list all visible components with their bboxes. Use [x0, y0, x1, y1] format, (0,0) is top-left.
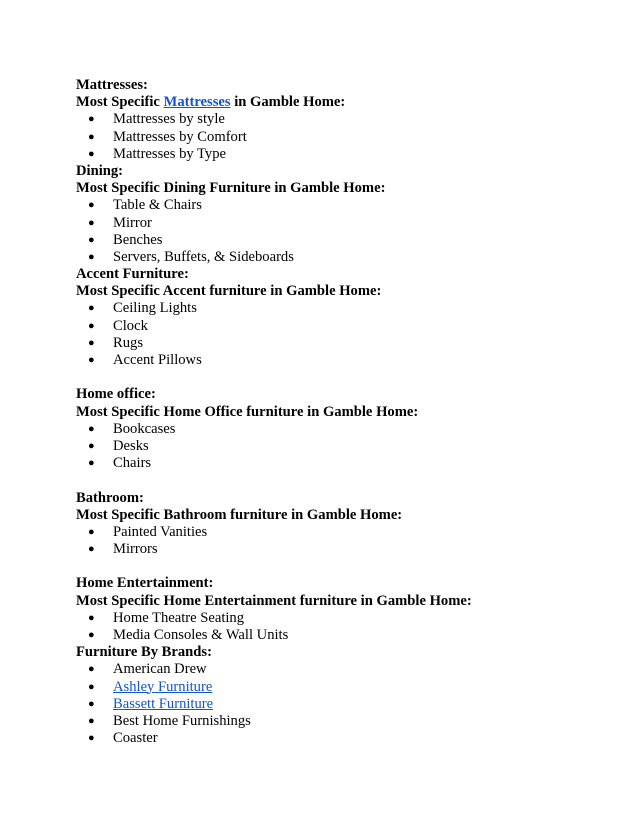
list-item	[76, 129, 616, 146]
bullet-icon: ●	[88, 319, 95, 332]
list-item	[76, 300, 616, 317]
bullet-icon: ●	[88, 302, 95, 315]
list-item	[76, 318, 616, 335]
bullet-icon: ●	[88, 697, 95, 710]
mattresses-heading: Mattresses:	[76, 77, 148, 93]
list-item	[76, 610, 616, 627]
list-item-label: Servers, Buffets, & Sideboards	[113, 248, 294, 265]
bullet-icon: ●	[88, 199, 95, 212]
list-item-label: Table & Chairs	[113, 197, 202, 214]
subheading-suffix: in Gamble Home:	[230, 94, 346, 111]
list-item	[76, 524, 616, 541]
list-item	[76, 146, 616, 163]
section-spacer	[76, 472, 616, 489]
list-item-label: Accent Pillows	[113, 352, 202, 368]
bassett-furniture-link[interactable]: Bassett Furniture	[113, 695, 214, 712]
list-item-label: Rugs	[113, 334, 144, 351]
bathroom-heading: Bathroom:	[76, 489, 144, 506]
list-item-label: Media Consoles & Wall Units	[113, 627, 289, 643]
list-item	[76, 232, 616, 249]
bullet-icon: ●	[88, 250, 95, 263]
list-item-label: Mattresses by style	[113, 111, 225, 128]
list-item	[76, 249, 616, 266]
list-item-label: Bookcases	[113, 420, 176, 437]
bullet-icon: ●	[88, 147, 95, 160]
bullet-icon: ●	[88, 525, 95, 538]
list-item	[76, 111, 616, 128]
office-subheading: Most Specific Home Office furniture in Gamble Home:	[76, 403, 419, 420]
list-item-label: Benches	[113, 231, 163, 248]
bullet-icon: ●	[88, 336, 95, 349]
list-item	[76, 730, 616, 747]
list-item-label: Desks	[113, 437, 149, 454]
bullet-icon: ●	[88, 216, 95, 229]
accent-heading: Accent Furniture:	[76, 266, 189, 283]
bullet-icon: ●	[88, 422, 95, 435]
list-item-label: Best Home Furnishings	[113, 712, 251, 729]
list-item-label: Mirrors	[113, 541, 158, 558]
list-item	[76, 438, 616, 455]
dining-subheading: Most Specific Dining Furniture in Gamble Home:	[76, 180, 386, 197]
entertainment-subheading: Most Specific Home Entertainment furniture in Gamble Home:	[76, 592, 472, 609]
list-item	[76, 541, 616, 558]
bullet-icon: ●	[88, 113, 95, 126]
list-item	[76, 713, 616, 730]
section-spacer	[76, 369, 616, 386]
list-item-label: Mirror	[113, 214, 152, 231]
bullet-icon: ●	[88, 543, 95, 556]
ashley-furniture-link[interactable]: Ashley Furniture	[113, 678, 213, 695]
list-item	[76, 215, 616, 232]
bullet-icon: ●	[88, 233, 95, 246]
list-item	[76, 679, 616, 696]
list-item	[76, 455, 616, 472]
entertainment-heading: Home Entertainment:	[76, 575, 214, 592]
list-item	[76, 352, 616, 369]
document-page	[76, 77, 616, 747]
dining-heading: Dining:	[76, 162, 124, 179]
list-item-label: Chairs	[113, 455, 152, 472]
bathroom-subheading: Most Specific Bathroom furniture in Gamble Home:	[76, 506, 403, 523]
bullet-icon: ●	[88, 714, 95, 727]
list-item	[76, 197, 616, 214]
bullet-icon: ●	[88, 663, 95, 676]
bullet-icon: ●	[88, 130, 95, 143]
mattresses-link[interactable]: Mattresses	[163, 94, 231, 111]
mattresses-subheading	[76, 94, 616, 111]
list-item	[76, 421, 616, 438]
section-spacer	[76, 558, 616, 575]
list-item-label: Ceiling Lights	[113, 300, 197, 317]
brands-heading: Furniture By Brands:	[76, 644, 212, 661]
office-heading: Home office:	[76, 386, 156, 403]
bullet-icon: ●	[88, 354, 95, 366]
bullet-icon: ●	[88, 457, 95, 470]
bullet-icon: ●	[88, 611, 95, 624]
bullet-icon: ●	[88, 439, 95, 452]
list-item	[76, 661, 616, 678]
bullet-icon: ●	[88, 680, 95, 693]
list-item-label: Clock	[113, 317, 148, 334]
list-item-label: Coaster	[113, 730, 158, 747]
list-item	[76, 335, 616, 352]
list-item-label: American Drew	[113, 661, 207, 678]
bullet-icon: ●	[88, 732, 95, 745]
accent-subheading: Most Specific Accent furniture in Gamble Home:	[76, 283, 382, 300]
list-item-label: Home Theatre Seating	[113, 609, 245, 626]
subheading-prefix: Most Specific	[76, 94, 164, 111]
list-item-label: Mattresses by Comfort	[113, 128, 247, 145]
list-item-label: Painted Vanities	[113, 523, 208, 540]
list-item-label: Mattresses by Type	[113, 145, 227, 162]
list-item	[76, 696, 616, 713]
list-item	[76, 627, 616, 644]
bullet-icon: ●	[88, 629, 95, 641]
